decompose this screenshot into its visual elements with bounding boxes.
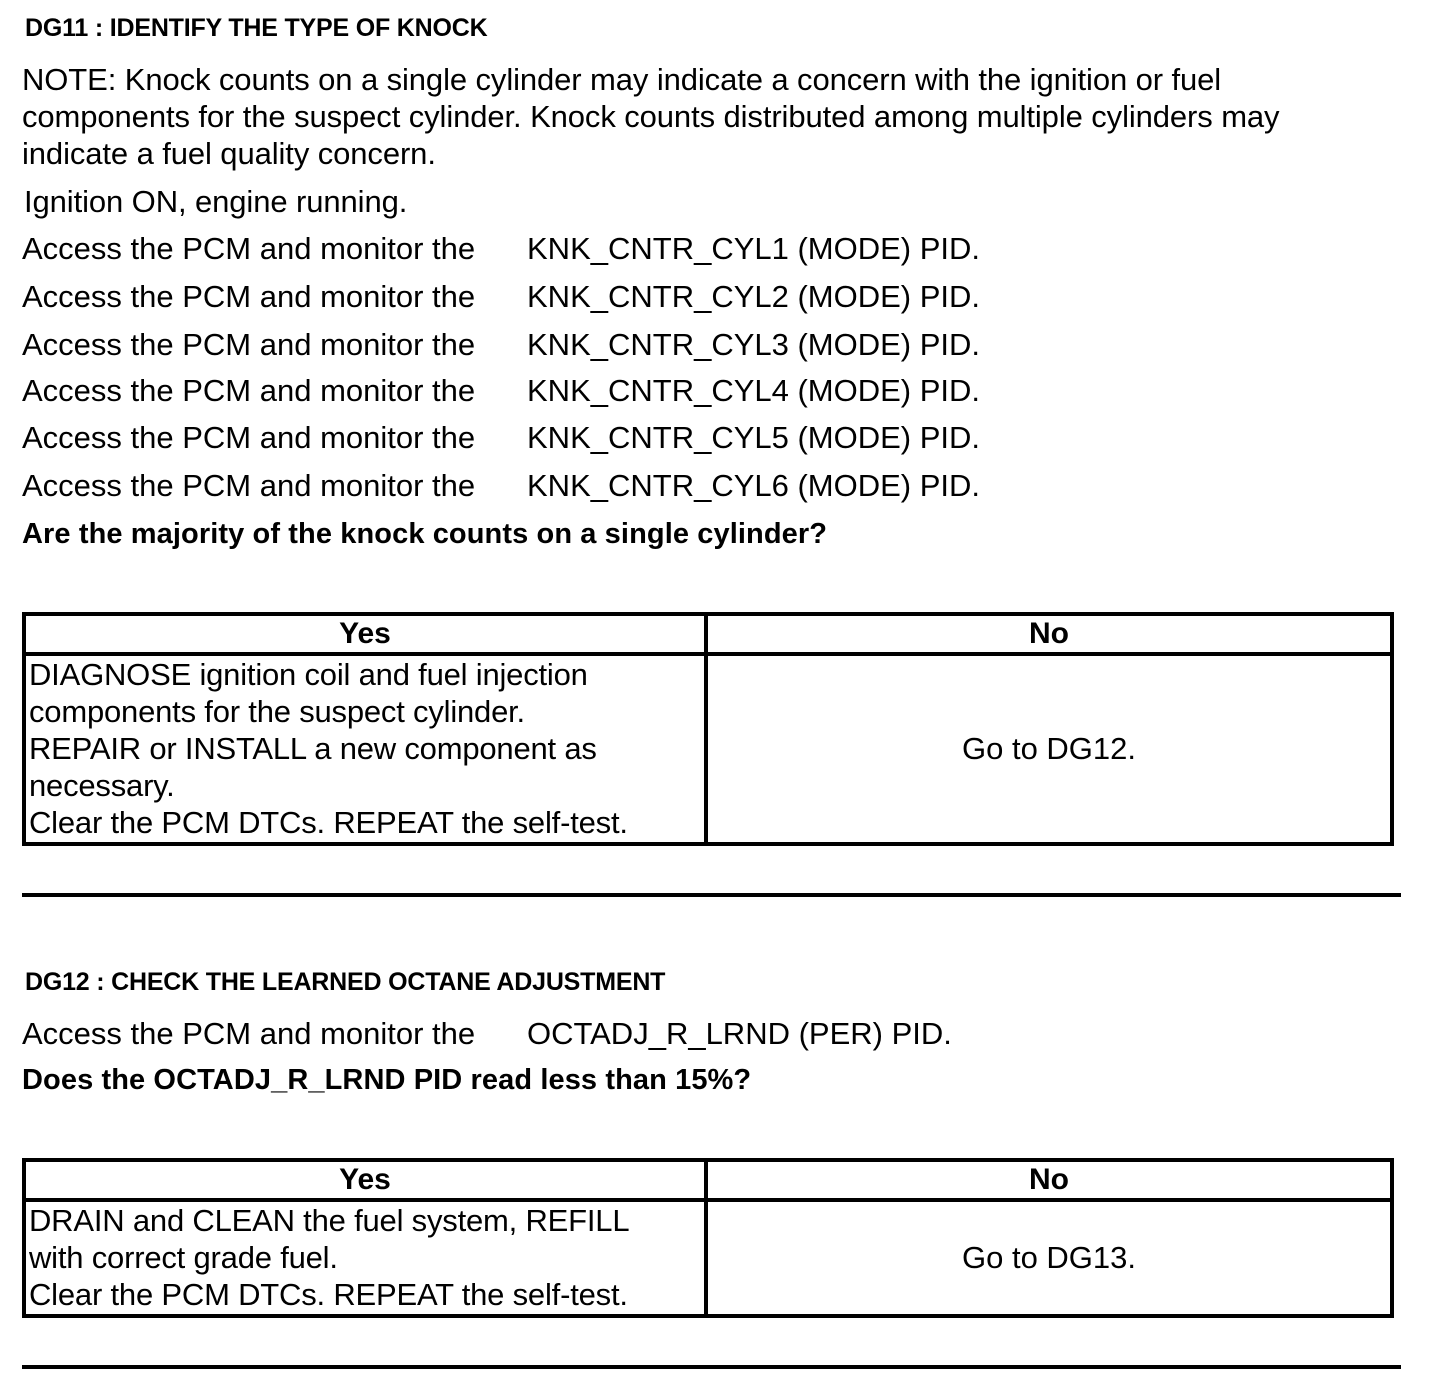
yes-action-cell bbox=[24, 654, 706, 844]
step-prefix: Access the PCM and monitor the bbox=[22, 231, 476, 266]
dg12-question: Does the OCTADJ_R_LRND PID read less than 15%? bbox=[22, 1064, 752, 1096]
yes-header: Yes bbox=[24, 1160, 706, 1200]
dg11-step-2 bbox=[22, 279, 981, 315]
yes-action-line: Clear the PCM DTCs. REPEAT the self-test. bbox=[29, 805, 628, 840]
dg11-condition: Ignition ON, engine running. bbox=[24, 184, 408, 219]
step-prefix: Access the PCM and monitor the bbox=[22, 1016, 476, 1051]
yes-action-line: with correct grade fuel. bbox=[29, 1240, 338, 1275]
step-prefix: Access the PCM and monitor the bbox=[22, 468, 476, 503]
dg11-step-6 bbox=[22, 468, 981, 504]
step-prefix: Access the PCM and monitor the bbox=[22, 373, 476, 408]
step-pid: KNK_CNTR_CYL6 (MODE) PID. bbox=[527, 468, 981, 503]
dg12-step-1 bbox=[22, 1016, 952, 1052]
yes-action-line: necessary. bbox=[29, 768, 175, 803]
dg11-step-4 bbox=[22, 373, 981, 409]
step-prefix: Access the PCM and monitor the bbox=[22, 279, 476, 314]
section-divider bbox=[22, 1365, 1401, 1369]
step-pid: KNK_CNTR_CYL1 (MODE) PID. bbox=[527, 231, 981, 266]
no-action-cell: Go to DG12. bbox=[706, 654, 1392, 844]
no-header: No bbox=[706, 1160, 1392, 1200]
dg11-step-5 bbox=[22, 420, 981, 456]
dg11-note bbox=[22, 61, 1412, 172]
note-line: components for the suspect cylinder. Knock counts distributed among multiple cylinders may bbox=[22, 99, 1280, 134]
dg12-yes-no-table bbox=[22, 1158, 1394, 1318]
yes-action-line: Clear the PCM DTCs. REPEAT the self-test. bbox=[29, 1277, 628, 1312]
note-line: indicate a fuel quality concern. bbox=[22, 136, 436, 171]
yes-action-line: REPAIR or INSTALL a new component as bbox=[29, 731, 597, 766]
no-header: No bbox=[706, 614, 1392, 654]
section-divider bbox=[22, 893, 1401, 897]
step-pid: OCTADJ_R_LRND (PER) PID. bbox=[527, 1016, 952, 1051]
yes-action-line: components for the suspect cylinder. bbox=[29, 694, 525, 729]
no-action-cell: Go to DG13. bbox=[706, 1200, 1392, 1316]
step-pid: KNK_CNTR_CYL4 (MODE) PID. bbox=[527, 373, 981, 408]
dg12-heading: DG12 : CHECK THE LEARNED OCTANE ADJUSTMENT bbox=[25, 968, 666, 996]
dg11-step-3 bbox=[22, 327, 981, 363]
yes-action-line: DIAGNOSE ignition coil and fuel injection bbox=[29, 657, 588, 692]
step-prefix: Access the PCM and monitor the bbox=[22, 327, 476, 362]
dg11-yes-no-table bbox=[22, 612, 1394, 846]
step-pid: KNK_CNTR_CYL3 (MODE) PID. bbox=[527, 327, 981, 362]
step-pid: KNK_CNTR_CYL2 (MODE) PID. bbox=[527, 279, 981, 314]
yes-action-cell bbox=[24, 1200, 706, 1316]
dg11-heading: DG11 : IDENTIFY THE TYPE OF KNOCK bbox=[25, 14, 488, 42]
yes-header: Yes bbox=[24, 614, 706, 654]
step-prefix: Access the PCM and monitor the bbox=[22, 420, 476, 455]
note-line: NOTE: Knock counts on a single cylinder may indicate a concern with the ignition or fuel bbox=[22, 62, 1222, 97]
step-pid: KNK_CNTR_CYL5 (MODE) PID. bbox=[527, 420, 981, 455]
dg11-step-1 bbox=[22, 231, 981, 267]
dg11-question: Are the majority of the knock counts on a single cylinder? bbox=[22, 518, 828, 550]
yes-action-line: DRAIN and CLEAN the fuel system, REFILL bbox=[29, 1203, 630, 1238]
